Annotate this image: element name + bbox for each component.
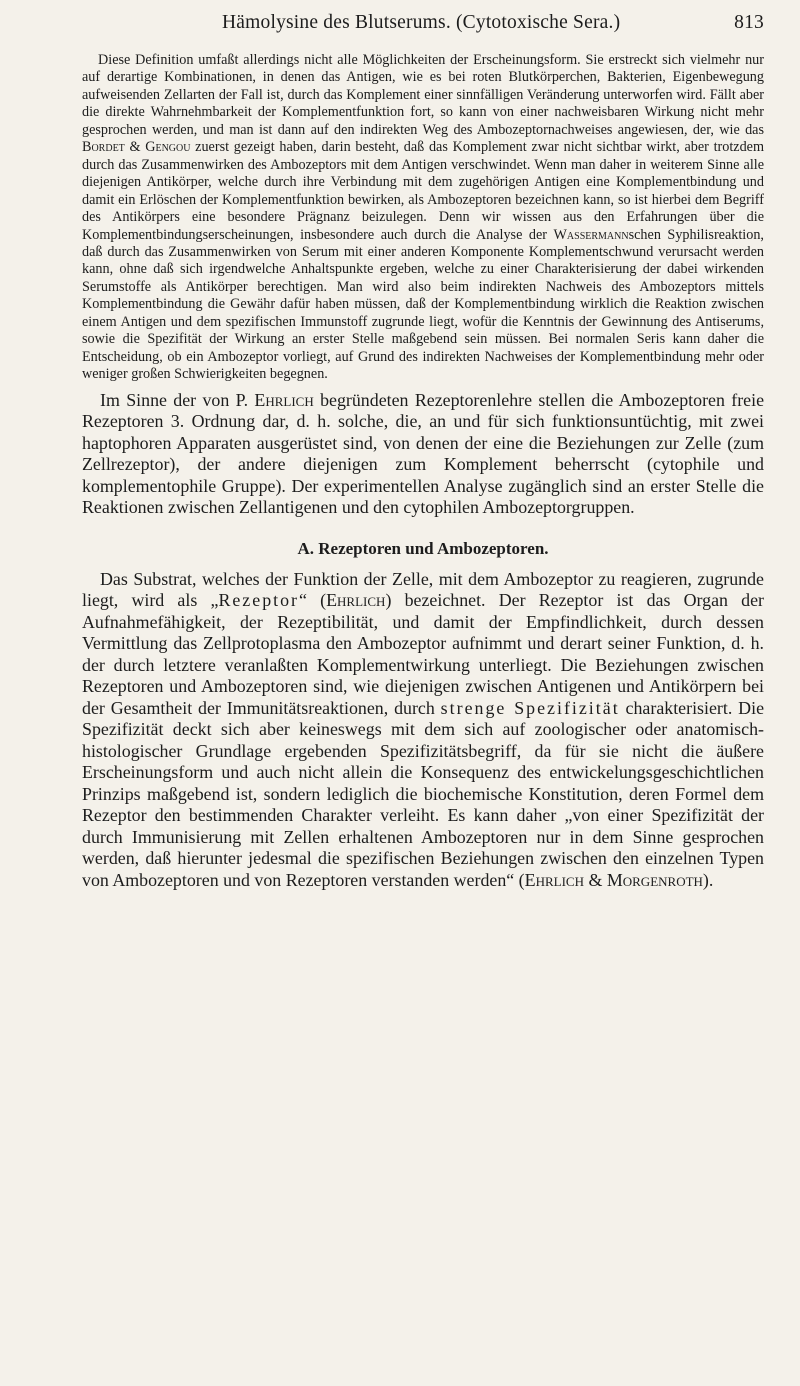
paragraph-definition <box>82 52 764 384</box>
author-name: Ehrlich <box>254 389 314 410</box>
spaced-term: strenge Spezifizität <box>440 697 620 718</box>
author-name: Wassermann <box>553 226 629 243</box>
text-run: Das Substrat, welches der Funktion der Zelle, mit dem Ambozeptor zu reagieren, zugrunde liegt, wird als „ <box>82 568 764 611</box>
author-name: Ehrlich & Morgenroth <box>524 869 703 890</box>
text-run: schen Syphilisreaktion, daß durch das Zusammenwirken von Serum mit einer anderen Komponente Komplementschwund verursacht werden kann, ohne daß sich irgendwelche Anhaltspunkte ergeben, welche zu einer Charakterisierung der dabei wirkenden Serumstoffe als Antikörper berechtigen. Man wird also beim indirekten Nachweis des Ambozeptors mittels Komplementbindung die Gewähr dafür haben müssen, daß der Komplementbindung wirklich die Reaktion zwischen einem Antigen und dem spezifischen Immunstoff zugrunde liegt, wofür die Kenntnis der Gewinnung des Antiserums, sowie die Spezifität der Wirkung an erster Stelle maßgebend sein müssen. Bei normalen Seris kann daher die Entscheidung, ob ein Ambozeptor vorliegt, auf Grund des indirekten Nachweises der Komplementbindung mehr oder weniger großen Schwierigkeiten begegnen. <box>82 226 764 383</box>
author-name: Bordet & Gengou <box>82 139 191 156</box>
text-run: zuerst gezeigt haben, darin besteht, daß das Komplement zwar nicht sichtbar wirkt, aber trotzdem durch das Zusammenwirken des Ambozeptors mit dem Antigen verschwindet. Wenn man daher in weiterem Sinne alle diejenigen Antikörper, welche durch ihre Verbindung mit dem zugehörigen Antigen eine Komplementbindung und damit ein Erlöschen der Komplementfunktion bewirken, als Ambozeptoren bezeichnen kann, so ist hierbei dem Begriff des Antikörpers eine besondere Prägnanz beizulegen. Denn wir wissen aus den Erfahrungen über die Komplementbindungserscheinungen, insbesondere auch durch die Analyse der <box>82 139 764 243</box>
author-name: Ehrlich <box>326 590 386 611</box>
text-run: charakterisiert. Die Spezifizität deckt sich aber keineswegs mit dem sich auf zoologischer oder anatomisch-histologischer Grundlage ergebenden Spezifizitätsbegriff, da für sie nicht die äußere Erscheinungsform und auch nicht allein die Konsequenz des entwickelungsgeschichtlichen Prinzips maßgebend ist, sondern lediglich die biochemische Konstitution, deren Formel dem Rezeptor den bestimmenden Charakter verleiht. Es kann daher „von einer Spezifizität der durch Immunisierung mit Zellen erhaltenen Ambozeptoren nur in dem Sinne gesprochen werden, daß hierunter jedesmal die spezifischen Beziehungen zwischen den einzelnen Typen von Ambozeptoren und von Rezeptoren verstanden werden“ ( <box>82 697 765 890</box>
text-run: Diese Definition umfaßt allerdings nicht alle Möglichkeiten der Erscheinungsform. Sie erstreckt sich vielmehr nur auf derartige Kombinationen, in denen das Antigen, wie es bei roten Blutkörperchen, Bakterien, Eigenbewegung aufweisenden Zellarten der Fall ist, durch das Komplement einer sinnfälligen Veränderung unterworfen wird. Fällt aber die direkte Wahrnehmbarkeit der Komplementfunktion fort, so kann von einer nachweisbaren Wirkung nicht mehr gesprochen werden, und man ist dann auf den indirekten Weg des Ambozeptornachweises angewiesen, der, wie das <box>82 52 764 138</box>
paragraph-rezeptor <box>82 569 764 892</box>
paragraph-rezeptorenlehre <box>82 390 764 519</box>
text-run: begründeten Rezeptorenlehre stellen die Ambozeptoren freie Rezeptoren 3. Ordnung dar, d. h. solche, die, an und für sich funktionsuntüchtig, mit zwei haptophoren Apparaten ausgerüstet sind, von denen der eine die Beziehungen zur Zelle (zum Zellrezeptor), der andere diejenigen zum Komplement beherrscht (cytophile und komplementophile Gruppe). Der experimentellen Analyse zugänglich sind an erster Stelle die Reaktionen zwischen Zellantigenen und den cytophilen Ambozeptorgruppen. <box>82 389 765 518</box>
running-header <box>82 8 764 42</box>
spaced-term: Rezeptor <box>218 590 300 611</box>
text-run: ). <box>702 869 714 890</box>
text-run: ) bezeichnet. Der Rezeptor ist das Organ der Aufnahmefähigkeit, der Rezeptibilität, und damit der Empfindlichkeit, durch dessen Vermittlung das Zellprotoplasma den Ambozeptor aufnimmt und derart seiner Funktion, d. h. der durch letztere veranlaßten Komplementwirkung unterliegt. Die Beziehungen zwischen Rezeptoren und Ambozeptoren sind, wie diejenigen zwischen Antigenen und Antikörpern bei der Gesamtheit der Immunitätsreaktionen, durch <box>82 590 765 718</box>
page-number: 813 <box>734 12 764 33</box>
section-heading: A. Rezeptoren und Ambozeptoren. <box>297 538 549 558</box>
text-run: Im Sinne der von P. <box>100 389 255 410</box>
text-run: “ ( <box>299 590 327 611</box>
running-title: Hämolysine des Blutserums. (Cytotoxische Sera.) <box>222 12 621 33</box>
